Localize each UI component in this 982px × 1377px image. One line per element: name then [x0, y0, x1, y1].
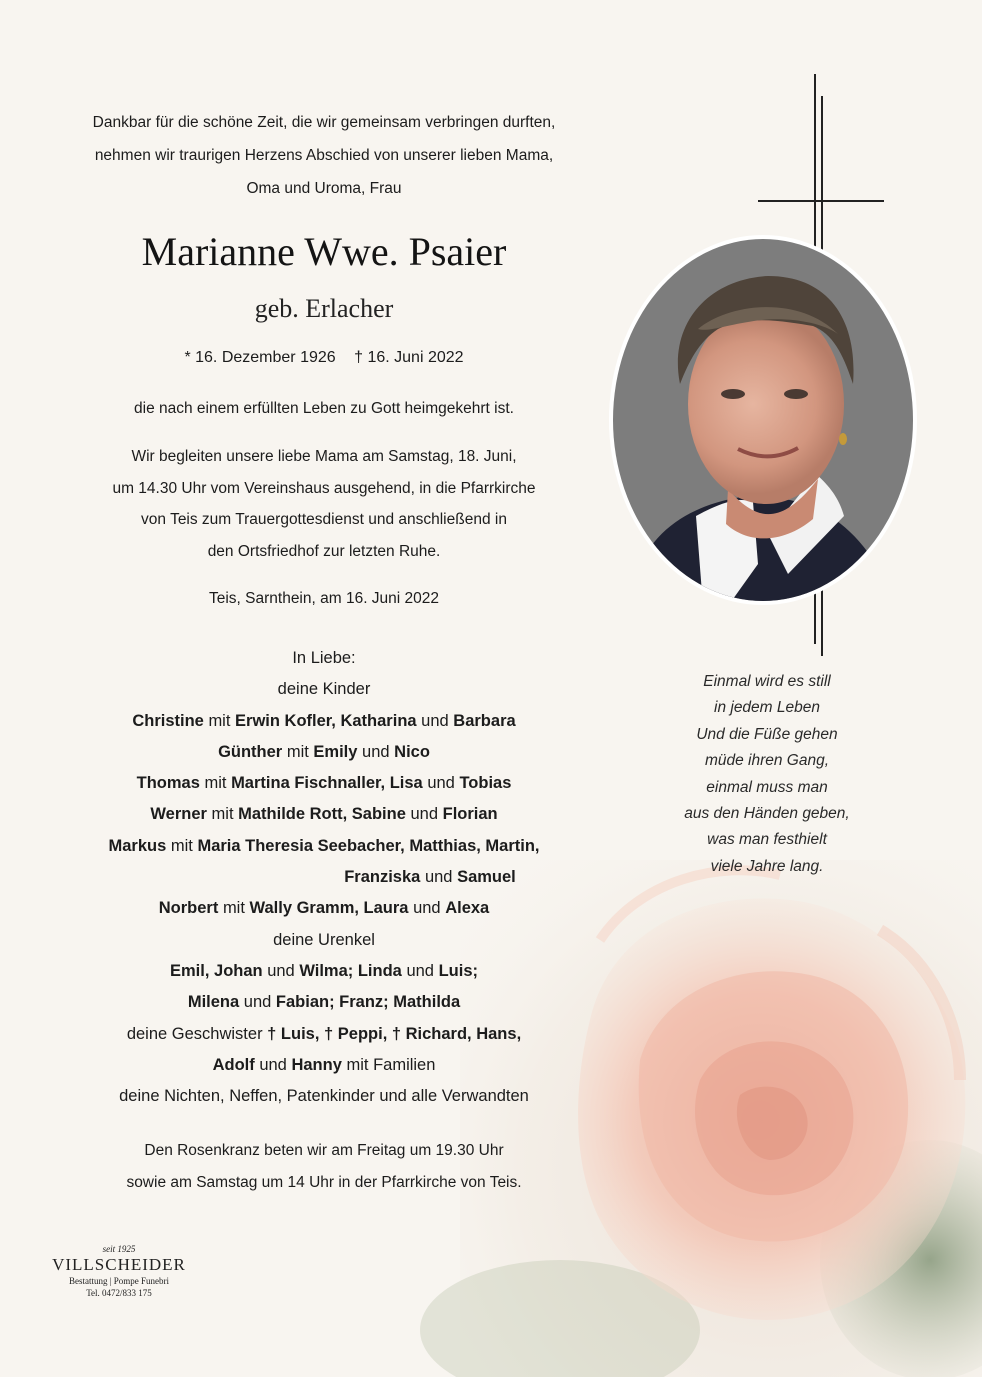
- poem-line: Und die Füße gehen: [696, 725, 838, 743]
- cross-horizontal-line: [758, 200, 884, 202]
- logo-subtitle: Bestattung | Pompe Funebri: [68, 1276, 170, 1286]
- intro-line: nehmen wir traurigen Herzens Abschied von unserer lieben Mama,: [94, 147, 554, 164]
- poem-line: einmal muss man: [706, 778, 828, 796]
- passing-line: die nach einem erfüllten Leben zu Gott heimgekehrt ist.: [134, 400, 514, 417]
- logo-brand: VILLSCHEIDER: [52, 1255, 186, 1274]
- rosary-line: Den Rosenkranz beten wir am Freitag um 19.30 Uhr: [144, 1142, 504, 1159]
- poem-line: Einmal wird es still: [703, 673, 831, 690]
- family-line: Markus mit Maria Theresia Seebacher, Matthias, Martin,: [108, 836, 540, 855]
- logo-phone: Tel. 0472/833 175: [86, 1288, 152, 1298]
- rosary-line: sowie am Samstag um 14 Uhr in der Pfarrkirche von Teis.: [126, 1174, 522, 1191]
- funeral-text: [56, 441, 592, 567]
- in-love-label: In Liebe:: [292, 649, 356, 667]
- intro-text: [56, 106, 592, 205]
- place-date: Teis, Sarnthein, am 16. Juni 2022: [208, 590, 440, 607]
- funeral-line: von Teis zum Trauergottesdienst und anschließend in: [141, 511, 507, 528]
- family-line: Adolf und Hanny mit Familien: [212, 1055, 436, 1074]
- funeral-home-logo: [44, 1244, 194, 1300]
- rosary-text: [56, 1135, 592, 1199]
- portrait-photo: [608, 234, 918, 606]
- family-line: Günther mit Emily und Nico: [218, 742, 430, 761]
- family-line: Norbert mit Wally Gramm, Laura und Alexa: [158, 899, 490, 918]
- children-label: deine Kinder: [277, 680, 371, 699]
- family-line: Franziska und Samuel: [344, 868, 516, 887]
- family-line: Werner mit Mathilde Rott, Sabine und Florian: [150, 805, 498, 824]
- death-date: † 16. Juni 2022: [354, 349, 464, 366]
- family-line: Christine mit Erwin Kofler, Katharina und Barbara: [132, 711, 516, 730]
- funeral-line: den Ortsfriedhof zur letzten Ruhe.: [207, 542, 441, 560]
- family-line: Emil, Johan und Wilma; Linda und Luis;: [170, 961, 478, 980]
- poem-line: was man festhielt: [707, 831, 827, 849]
- poem: [654, 669, 880, 880]
- family-line: Milena und Fabian; Franz; Mathilda: [187, 993, 461, 1012]
- poem-line: aus den Händen geben,: [684, 805, 850, 823]
- poem-line: müde ihren Gang,: [704, 752, 830, 770]
- poem-line: viele Jahre lang.: [710, 857, 824, 875]
- intro-line: Dankbar für die schöne Zeit, die wir gemeinsam verbringen durften,: [92, 114, 556, 131]
- deceased-name: Marianne Wwe. Psaier: [141, 229, 507, 274]
- family-list: [56, 643, 592, 1112]
- birth-name: geb. Erlacher: [254, 294, 394, 323]
- great-grandchildren-label: deine Urenkel: [273, 930, 375, 949]
- family-line: Thomas mit Martina Fischnaller, Lisa und Tobias: [136, 774, 512, 793]
- logo-since: seit 1925: [102, 1244, 136, 1254]
- family-line: deine Geschwister † Luis, † Peppi, † Richard, Hans,: [126, 1024, 522, 1043]
- life-dates: [56, 344, 592, 372]
- poem-line: in jedem Leben: [714, 699, 820, 717]
- relatives-line: deine Nichten, Neffen, Patenkinder und alle Verwandten: [119, 1087, 529, 1106]
- funeral-line: um 14.30 Uhr vom Vereinshaus ausgehend, in die Pfarrkirche: [112, 479, 536, 497]
- intro-line: Oma und Uroma, Frau: [246, 180, 402, 197]
- birth-date: * 16. Dezember 1926: [184, 349, 336, 366]
- funeral-line: Wir begleiten unsere liebe Mama am Samstag, 18. Juni,: [131, 448, 517, 465]
